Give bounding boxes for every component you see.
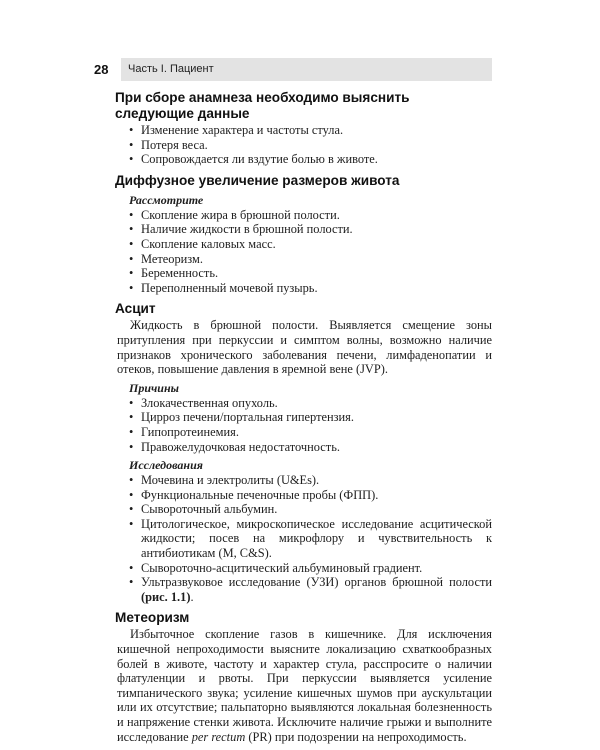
list-item: • Цитологическое, микроскопическое исследование асцитической жидкости; посев на микрофлору и чувствительность к антибиотикам (M, C&S). [141, 517, 492, 561]
list-item: • Переполненный мочевой пузырь. [141, 281, 492, 296]
anamnesis-list [117, 123, 492, 167]
ultrasound-text: Ультразвуковое исследование (УЗИ) органов брюшной полости [141, 575, 492, 590]
meteorism-text: Избыточное скопление газов в кишечнике. Для исключения кишечной непроходимости выясните локализацию схваткообразных болей в животе, частоту и характер стула, расспросите о наличии флатуленции и рвоты. При перкуссии выявляется усиление тимпанического звука; усиление кишечных шумов при аускультации или их отсутствие; пальпаторно выявляются локальная болезненность и напряжение стенки живота. Исключите наличие грыжи и выполните исследование [117, 627, 492, 744]
running-title: Часть I. Пациент [128, 63, 214, 75]
list-item: • Скопление каловых масс. [141, 237, 492, 252]
heading-diffuse-enlargement: Диффузное увеличение размеров живота [115, 172, 400, 188]
list-item: • Сывороточно-асцитический альбуминовый градиент. [141, 561, 492, 576]
list-item: • Скопление жира в брюшной полости. [141, 208, 492, 223]
list-item: • Мочевина и электролиты (U&Es). [141, 473, 492, 488]
subheading-investigations: Исследования [129, 458, 203, 473]
ultrasound-end: . [190, 589, 194, 604]
list-item: • Беременность. [141, 266, 492, 281]
ascites-paragraph: Жидкость в брюшной полости. Выявляется смещение зоны притупления при перкуссии и симптом волны, возможно наличие признаков хронического заболевания печени, лимфаденопатии и отеков, повышение давления в яремной вене (JVP). [117, 318, 492, 377]
list-item [141, 575, 492, 604]
causes-list [117, 396, 492, 454]
investigations-list [117, 473, 492, 604]
heading-anamnesis: При сборе анамнеза необходимо выяснить следующие данные [115, 90, 410, 121]
list-item: • Правожелудочковая недостаточность. [141, 440, 492, 455]
list-item: • Изменение характера и частоты стула. [141, 123, 492, 138]
list-item: • Сывороточный альбумин. [141, 502, 492, 517]
list-item: • Злокачественная опухоль. [141, 396, 492, 411]
list-item: • Цирроз печени/портальная гипертензия. [141, 410, 492, 425]
page-content [117, 90, 492, 744]
list-item: • Наличие жидкости в брюшной полости. [141, 222, 492, 237]
meteorism-text-end: (PR) при подозрении на непроходимость. [245, 729, 467, 744]
meteorism-italic: per rectum [191, 729, 246, 744]
list-item: • Сопровождается ли вздутие болью в животе. [141, 152, 492, 167]
list-item: • Метеоризм. [141, 252, 492, 267]
list-item: • Гипопротеинемия. [141, 425, 492, 440]
page-header [94, 58, 492, 81]
page-number: 28 [94, 62, 109, 77]
heading-meteorism: Метеоризм [115, 610, 190, 626]
subheading-consider: Рассмотрите [129, 192, 204, 207]
list-item: • Потеря веса. [141, 138, 492, 153]
figure-reference: (рис. 1.1) [141, 589, 191, 604]
consider-list [117, 208, 492, 296]
list-item: • Функциональные печеночные пробы (ФПП). [141, 488, 492, 503]
subheading-causes: Причины [129, 380, 179, 395]
meteorism-paragraph [117, 627, 492, 744]
heading-ascites: Асцит [115, 301, 156, 317]
